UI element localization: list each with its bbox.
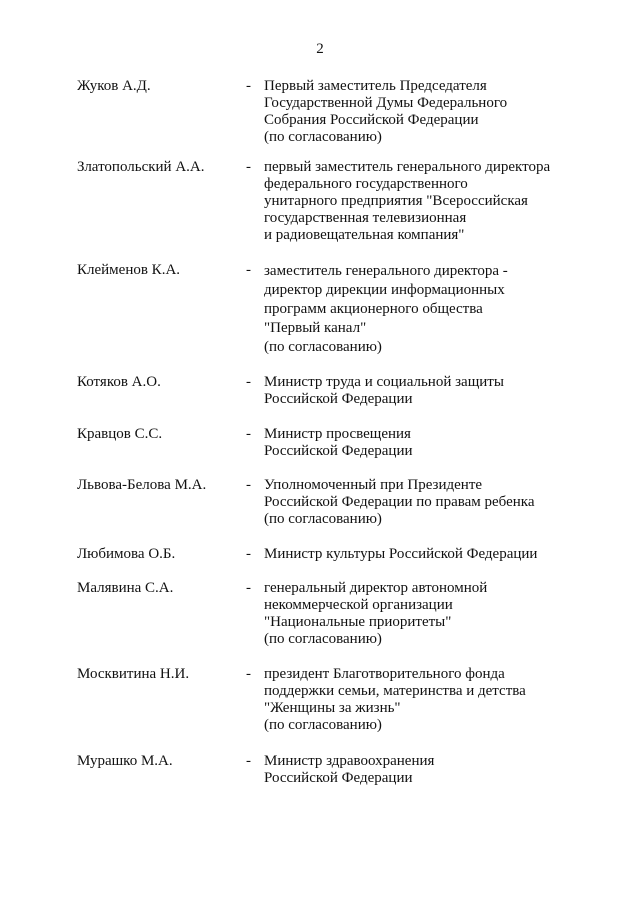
position-line: Российской Федерации: [264, 770, 413, 786]
position-line: Российской Федерации по правам ребенка: [264, 494, 535, 510]
separator-dash: -: [246, 78, 251, 94]
person-name: Златопольский А.А.: [77, 159, 205, 175]
person-position: [264, 426, 594, 460]
person-name: Кравцов С.С.: [77, 426, 163, 442]
position-line: Министр труда и социальной защиты: [264, 374, 504, 390]
position-line: (по согласованию): [264, 511, 382, 527]
position-line: директор дирекции информационных: [264, 282, 505, 298]
person-name: Москвитина Н.И.: [77, 666, 190, 682]
person-position: [264, 580, 594, 648]
position-line: президент Благотворительного фонда: [264, 666, 505, 682]
position-line: Первый заместитель Председателя: [264, 78, 487, 94]
person-position: [264, 262, 594, 357]
position-line: Российской Федерации: [264, 391, 413, 407]
person-position: [264, 753, 594, 787]
position-line: поддержки семьи, материнства и детства: [264, 683, 526, 699]
position-line: федерального государственного: [264, 176, 468, 192]
position-line: заместитель генерального директора -: [264, 263, 508, 279]
position-line: генеральный директор автономной: [264, 580, 488, 596]
person-name: Котяков А.О.: [77, 374, 161, 390]
position-line: некоммерческой организации: [264, 597, 453, 613]
person-name: Львова-Белова М.А.: [77, 477, 207, 493]
position-line: Министр здравоохранения: [264, 753, 435, 769]
separator-dash: -: [246, 426, 251, 442]
separator-dash: -: [246, 666, 251, 682]
position-line: первый заместитель генерального директора: [264, 159, 551, 175]
person-name: Любимова О.Б.: [77, 546, 176, 562]
position-line: Собрания Российской Федерации: [264, 112, 479, 128]
position-line: "Национальные приоритеты": [264, 614, 452, 630]
position-line: Уполномоченный при Президенте: [264, 477, 483, 493]
person-position: [264, 666, 594, 734]
person-position: [264, 159, 594, 244]
separator-dash: -: [246, 753, 251, 769]
separator-dash: -: [246, 159, 251, 175]
position-line: государственная телевизионная: [264, 210, 467, 226]
position-line: Министр просвещения: [264, 426, 411, 442]
position-line: (по согласованию): [264, 129, 382, 145]
position-line: Министр культуры Российской Федерации: [264, 546, 538, 562]
position-line: и радиовещательная компания": [264, 227, 465, 243]
position-line: (по согласованию): [264, 717, 382, 733]
position-line: программ акционерного общества: [264, 301, 483, 317]
position-line: унитарного предприятия "Всероссийская: [264, 193, 528, 209]
person-position: [264, 374, 594, 408]
person-position: [264, 546, 594, 563]
person-name: Клейменов К.А.: [77, 262, 181, 278]
position-line: (по согласованию): [264, 631, 382, 647]
position-line: "Первый канал": [264, 320, 367, 336]
separator-dash: -: [246, 477, 251, 493]
separator-dash: -: [246, 262, 251, 278]
position-line: Государственной Думы Федерального: [264, 95, 508, 111]
person-position: [264, 477, 594, 528]
position-line: "Женщины за жизнь": [264, 700, 401, 716]
position-line: (по согласованию): [264, 339, 382, 355]
person-position: [264, 78, 594, 146]
person-name: Мурашко М.А.: [77, 753, 173, 769]
page-number: 2: [316, 41, 324, 57]
separator-dash: -: [246, 374, 251, 390]
position-line: Российской Федерации: [264, 443, 413, 459]
separator-dash: -: [246, 546, 251, 562]
person-name: Жуков А.Д.: [77, 78, 151, 94]
separator-dash: -: [246, 580, 251, 596]
person-name: Малявина С.А.: [77, 580, 174, 596]
